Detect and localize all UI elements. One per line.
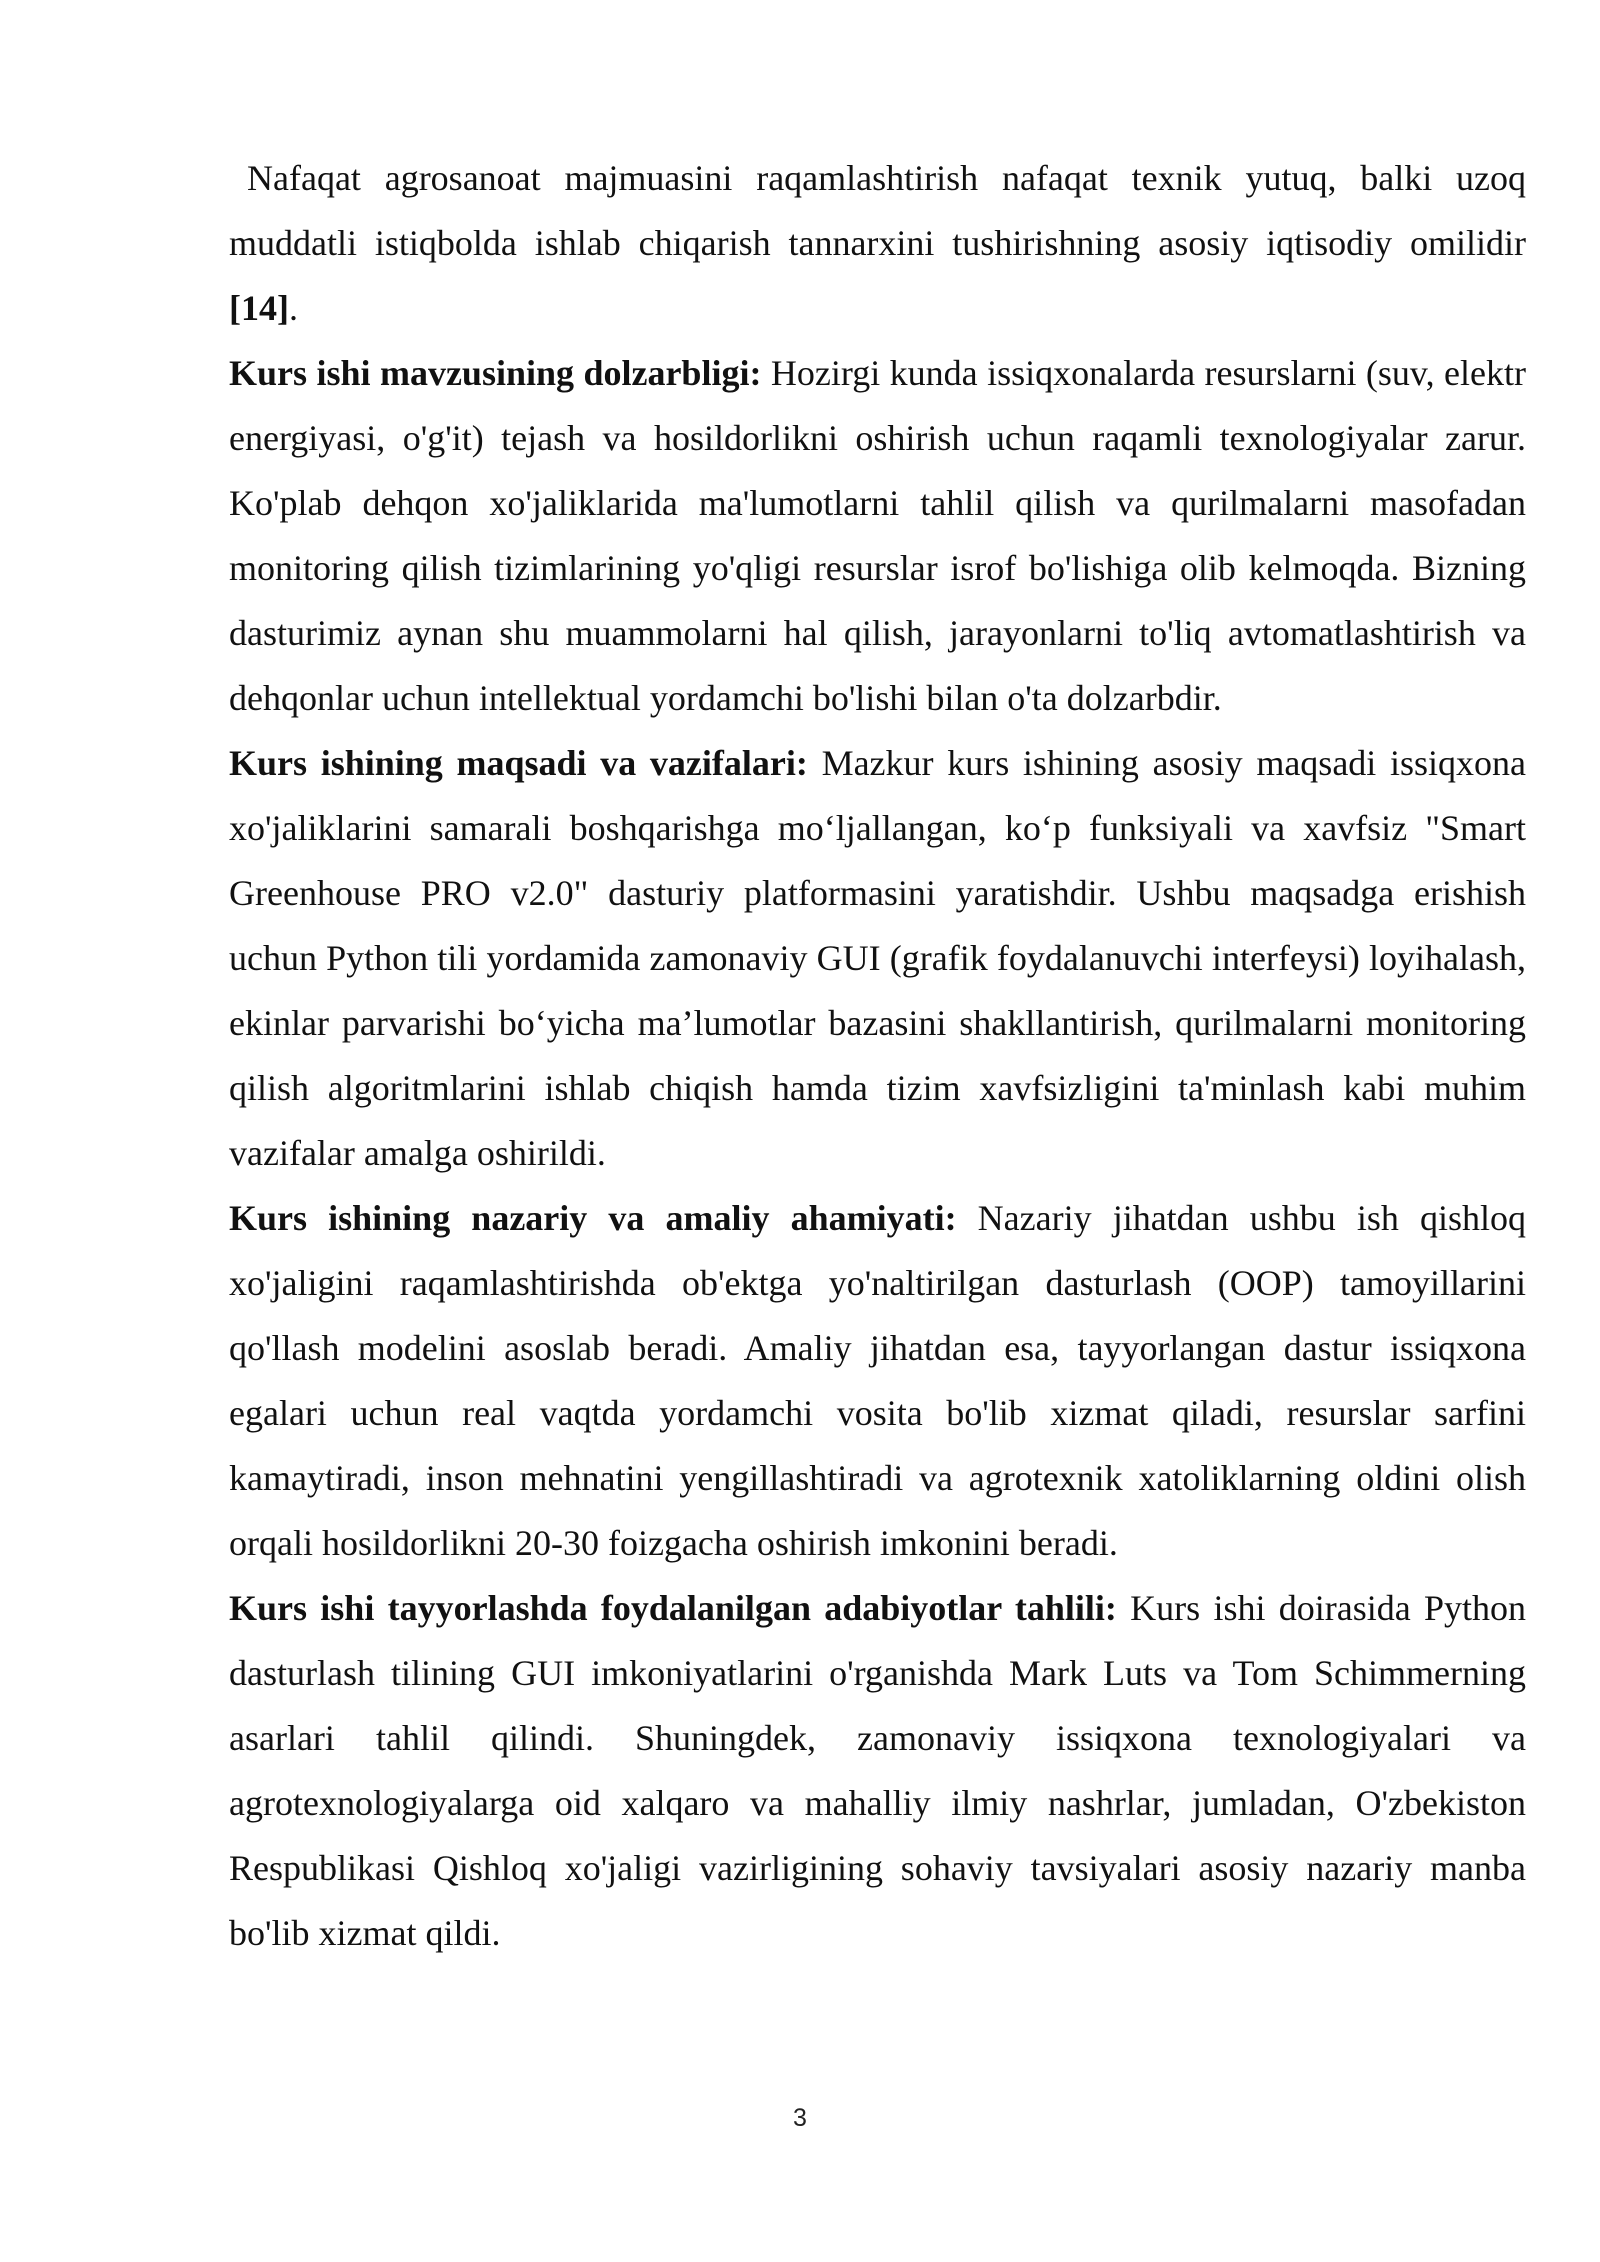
paragraph-text: Hozirgi kunda issiqxonalarda resurslarni (suv, elektr energiyasi, o'g'it) tejash va hosildorlikni oshirish uchun raqamli texnologiyalar zarur. Ko'plab dehqon xo'jaliklarida ma'lumotlarni tahlil qilish va qurilmalarni masofadan monitoring qilish tizimlarining yo'qligi resurslar isrof bo'lishiga olib kelmoqda. Bizning dasturimiz aynan shu muammolarni hal qilish, jarayonlarni to'liq avtomatlashtirish va dehqonlar uchun intellektual yordamchi bo'lishi bilan o'ta dolzarbdir. bbox=[229, 353, 1526, 718]
section-heading: Kurs ishining nazariy va amaliy ahamiyati: bbox=[229, 1198, 957, 1238]
paragraph-text: Kurs ishi doirasida Python dasturlash tilining GUI imkoniyatlarini o'rganishda Mark Luts va Tom Schimmerning asarlari tahlil qilindi. Shuningdek, zamonaviy issiqxona texnologiyalari va agrotexnologiyalarga oid xalqaro va mahalliy ilmiy nashrlar, jumladan, O'zbekiston Respublikasi Qishloq xo'jaligi vazirligining sohaviy tavsiyalari asosiy nazariy manba bo'lib xizmat qildi. bbox=[229, 1588, 1526, 1953]
paragraph-significance bbox=[229, 1186, 1526, 1576]
citation-reference: [14] bbox=[229, 288, 289, 328]
section-heading: Kurs ishi mavzusining dolzarbligi: bbox=[229, 353, 762, 393]
section-heading: Kurs ishi tayyorlashda foydalanilgan adabiyotlar tahlili: bbox=[229, 1588, 1117, 1628]
page-number: 3 bbox=[793, 2104, 807, 2132]
paragraph-intro bbox=[229, 146, 1526, 341]
paragraph-end-punctuation: . bbox=[288, 288, 298, 328]
paragraph-text: Mazkur kurs ishining asosiy maqsadi issiqxona xo'jaliklarini samarali boshqarishga mo‘ljallangan, ko‘p funksiyali va xavfsiz "Smart Greenhouse PRO v2.0" dasturiy platformasini yaratishdir. Ushbu maqsadga erishish uchun Python tili yordamida zamonaviy GUI (grafik foydalanuvchi interfeysi) loyihalash, ekinlar parvarishi bo‘yicha ma’lumotlar bazasini shakllantirish, qurilmalarni monitoring qilish algoritmlarini ishlab chiqish hamda tizim xavfsizligini ta'minlash kabi muhim vazifalar amalga oshirildi. bbox=[229, 743, 1526, 1173]
paragraph-goals bbox=[229, 731, 1526, 1186]
paragraph-text: Nafaqat agrosanoat majmuasini raqamlashtirish nafaqat texnik yutuq, balki uzoq muddatli istiqbolda ishlab chiqarish tannarxini tushirishning asosiy iqtisodiy omilidir bbox=[229, 158, 1526, 263]
paragraph-literature bbox=[229, 1576, 1526, 1966]
paragraph-relevance bbox=[229, 341, 1526, 731]
body-text bbox=[229, 146, 1526, 1966]
paragraph-text: Nazariy jihatdan ushbu ish qishloq xo'jaligini raqamlashtirishda ob'ektga yo'naltirilgan dasturlash (OOP) tamoyillarini qo'llash modelini asoslab beradi. Amaliy jihatdan esa, tayyorlangan dastur issiqxona egalari uchun real vaqtda yordamchi vosita bo'lib xizmat qiladi, resurslar sarfini kamaytiradi, inson mehnatini yengillashtiradi va agrotexnik xatoliklarning oldini olish orqali hosildorlikni 20-30 foizgacha oshirish imkonini beradi. bbox=[229, 1198, 1526, 1563]
section-heading: Kurs ishining maqsadi va vazifalari: bbox=[229, 743, 808, 783]
